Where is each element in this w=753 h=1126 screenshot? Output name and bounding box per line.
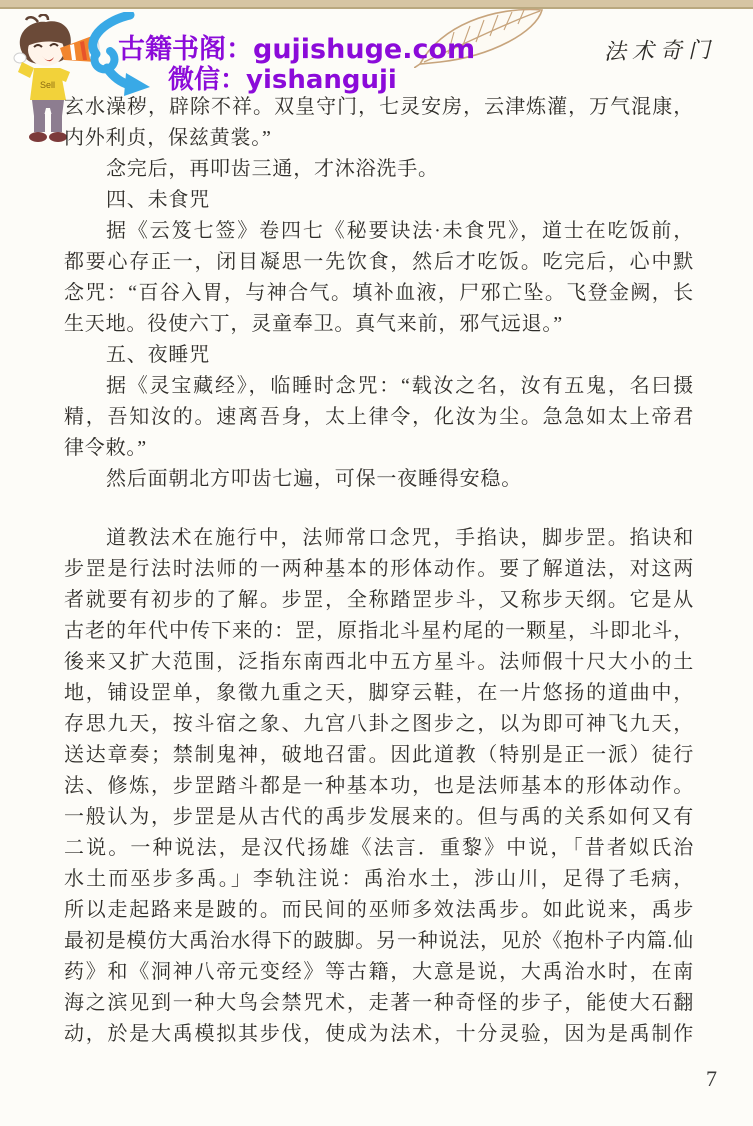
text-line: 念完后，再叩齿三通，才沐浴洗手。 bbox=[106, 158, 439, 180]
text-line: 法、修炼，步罡踏斗都是一种基本功，也是法师基本的形体动作。 bbox=[64, 775, 694, 797]
watermark-site-text: 古籍书阁：gujishuge.com bbox=[118, 34, 476, 65]
text-line: 所以走起路来是跛的。而民间的巫师多效法禹步。如此说来，禹步 bbox=[64, 899, 694, 921]
watermark-wechat-text: 微信：yishanguji bbox=[168, 65, 397, 95]
page-top-border bbox=[0, 0, 753, 9]
text-line: 後来又扩大范围，泛指东南西北中五方星斗。法师假十尺大小的土 bbox=[64, 651, 694, 673]
text-line: 古老的年代中传下来的：罡，原指北斗星杓尾的一颗星，斗即北斗， bbox=[64, 620, 694, 642]
section-heading-4: 四、未食咒 bbox=[106, 189, 210, 211]
text-line: 二说。一种说法，是汉代扬雄《法言．重黎》中说，「昔者姒氏治 bbox=[64, 837, 694, 859]
text-line: 送达章奏；禁制鬼神，破地召雷。因此道教（特别是正一派）徒行 bbox=[64, 744, 694, 766]
text-line: 一般认为，步罡是从古代的禹步发展来的。但与禹的关系如何又有 bbox=[64, 806, 694, 828]
text-line: 地，铺设罡单，象徵九重之天，脚穿云鞋，在一片悠扬的道曲中， bbox=[64, 682, 694, 704]
text-line: 水土而巫步多禹。」李轨注说：禹治水土，涉山川，足得了毛病， bbox=[64, 868, 694, 890]
text-line: 药》和《洞神八帝元变经》等古籍，大意是说，大禹治水时，在南 bbox=[64, 961, 694, 983]
text-line: 都要心存正一，闭目凝思一先饮食，然后才吃饭。吃完后，心中默 bbox=[64, 251, 694, 273]
text-line: 律令敕。” bbox=[64, 437, 147, 459]
text-line: 内外利贞，保兹黄裳。” bbox=[64, 127, 272, 149]
text-line: 玄水澡秽，辟除不祥。双皇守门，七灵安房，云津炼灌，万气混康， bbox=[64, 96, 694, 118]
text-line: 念咒：“百谷入胃，与神合气。填补血液，尸邪亡坠。飞登金阙，长 bbox=[64, 282, 694, 304]
text-line: 海之滨见到一种大鸟会禁咒术，走著一种奇怪的步子，能使大石翻 bbox=[64, 992, 694, 1014]
section-heading-5: 五、夜睡咒 bbox=[106, 344, 210, 366]
text-line: 动，於是大禹模拟其步伐，使成为法术，十分灵验，因为是禹制作 bbox=[64, 1023, 694, 1045]
text-line: 存思九天，按斗宿之象、九宫八卦之图步之，以为即可神飞九天， bbox=[64, 713, 694, 735]
text-line: 精，吾知汝的。速离吾身，太上律令，化汝为尘。急急如太上帝君 bbox=[64, 406, 694, 428]
text-line: 道教法术在施行中，法师常口念咒，手掐诀，脚步罡。掐诀和 bbox=[106, 527, 694, 549]
text-line: 最初是模仿大禹治水得下的跛脚。另一种说法，见於《抱朴子内篇.仙 bbox=[64, 930, 694, 952]
text-line: 生天地。役使六丁，灵童奉卫。真气来前，邪气远退。” bbox=[64, 313, 563, 335]
body-text bbox=[64, 92, 694, 1050]
text-line: 步罡是行法时法师的一两种基本的形体动作。要了解道法，对这两 bbox=[64, 558, 694, 580]
running-head-book-title: 法术奇门 bbox=[603, 37, 717, 65]
text-line: 据《灵宝藏经》，临睡时念咒：“载汝之名，汝有五鬼，名曰摄 bbox=[106, 375, 694, 397]
svg-text:Sell: Sell bbox=[40, 80, 56, 90]
text-line: 者就要有初步的了解。步罡，全称踏罡步斗，又称步天纲。它是从 bbox=[64, 589, 694, 611]
page-number: 7 bbox=[706, 1066, 717, 1091]
text-line: 据《云笈七签》卷四七《秘要诀法·未食咒》，道士在吃饭前， bbox=[106, 220, 694, 242]
text-line: 然后面朝北方叩齿七遍，可保一夜睡得安稳。 bbox=[106, 468, 522, 490]
